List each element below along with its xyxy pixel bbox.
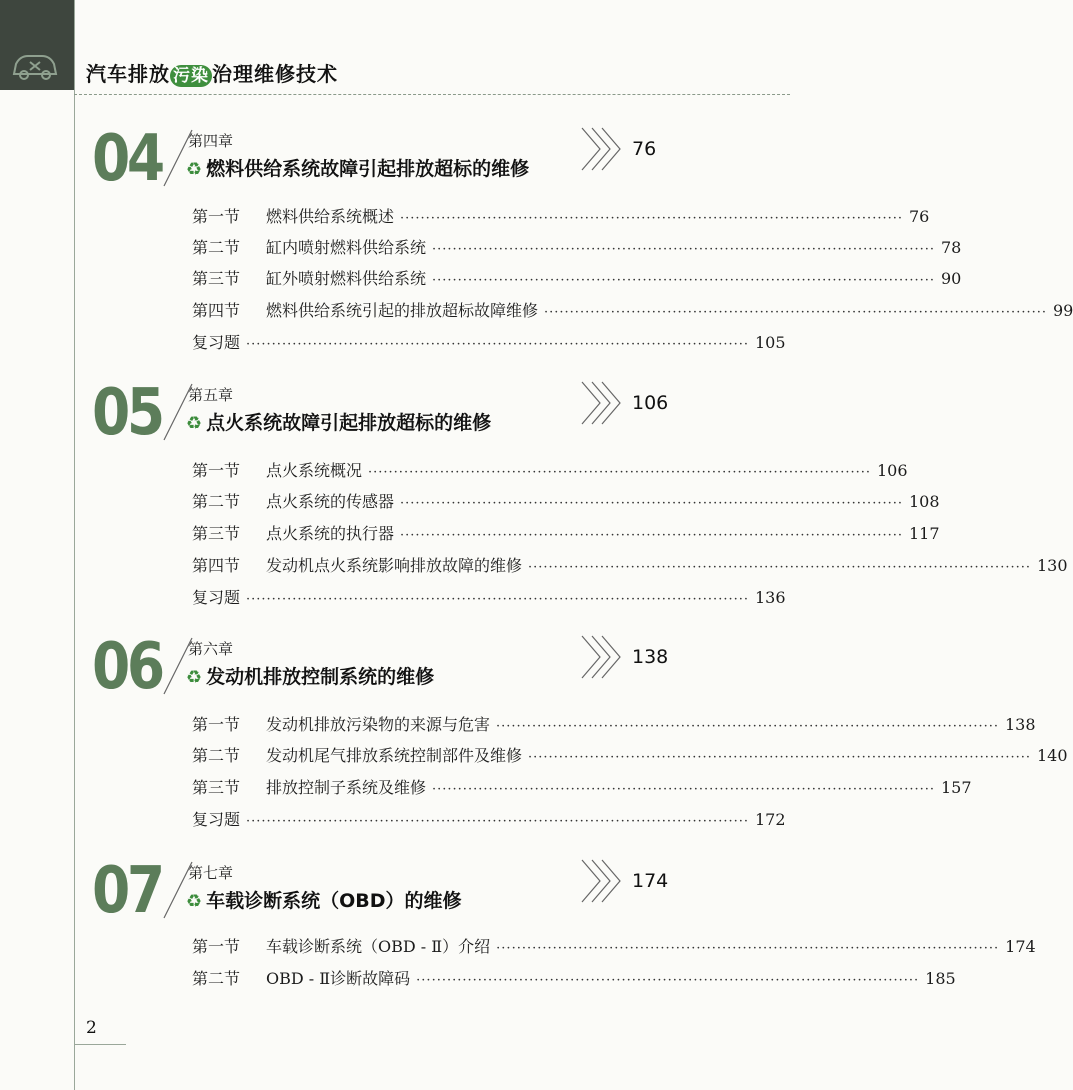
toc-row[interactable]: [192, 458, 908, 482]
section-page: 185: [925, 969, 956, 988]
recycle-icon: ♻: [186, 891, 203, 912]
toc-row[interactable]: [192, 521, 940, 545]
section-number: 第三节: [192, 269, 241, 288]
section-title: 点火系统的执行器: [266, 524, 395, 543]
chapter-title-text: 燃料供给系统故障引起排放超标的维修: [206, 158, 530, 180]
leader-dots: ··································································································: [528, 560, 1031, 575]
section-title: 发动机尾气排放系统控制部件及维修: [266, 746, 523, 765]
chevron-arrows-icon: [580, 378, 630, 428]
leader-dots: ··································································································: [528, 750, 1031, 765]
chapter-title-text: 点火系统故障引起排放超标的维修: [206, 412, 492, 434]
section-title: 点火系统的传感器: [266, 492, 395, 511]
chevron-arrows-icon: [580, 632, 630, 682]
section-page: 117: [908, 524, 940, 543]
section-title: 发动机点火系统影响排放故障的维修: [266, 556, 523, 575]
chapter-number: 05: [92, 376, 162, 450]
chapter-label: 第五章: [188, 386, 234, 404]
leader-dots: ··································································································: [368, 465, 871, 480]
leader-dots: ··································································································: [246, 337, 749, 352]
car-icon: [6, 44, 64, 84]
section-page: 78: [940, 238, 962, 257]
section-number: 复习题: [192, 588, 241, 607]
chapter-label: 第四章: [188, 132, 234, 150]
header-rule: [74, 94, 790, 95]
section-number: 第一节: [192, 937, 241, 956]
toc-row[interactable]: [192, 489, 940, 513]
chapter-title[interactable]: [186, 154, 529, 181]
toc-row[interactable]: [192, 934, 1036, 958]
section-page: 136: [754, 588, 786, 607]
chapter-title[interactable]: [186, 408, 491, 435]
section-title: 缸内喷射燃料供给系统: [266, 238, 427, 257]
section-page: 140: [1036, 746, 1068, 765]
leader-dots: ··································································································: [496, 941, 1000, 956]
leader-dots: ··································································································: [496, 719, 999, 734]
recycle-icon: ♻: [186, 413, 203, 434]
chevron-arrows-icon: [580, 124, 630, 174]
recycle-icon: ♻: [186, 159, 203, 180]
chapter-page[interactable]: 106: [632, 392, 669, 414]
chapter-label: 第七章: [188, 864, 234, 882]
section-page: 106: [876, 461, 908, 480]
section-number: 第三节: [192, 524, 241, 543]
chapter-label: 第六章: [188, 640, 234, 658]
section-number: 第二节: [192, 238, 241, 257]
chapter-title[interactable]: [186, 662, 434, 689]
page-number: 2: [86, 1018, 97, 1038]
section-title: 燃料供给系统引起的排放超标故障维修: [266, 301, 539, 320]
section-page: 99: [1052, 301, 1073, 320]
section-page: 76: [908, 207, 930, 226]
chapter-title[interactable]: [186, 886, 462, 913]
toc-row[interactable]: [192, 585, 786, 609]
section-number: 第一节: [192, 715, 241, 734]
leader-dots: ··································································································: [432, 273, 935, 288]
section-number: 第一节: [192, 461, 241, 480]
leader-dots: ··································································································: [400, 528, 903, 543]
section-number: 复习题: [192, 333, 241, 352]
section-page: 174: [1005, 937, 1036, 956]
section-title: 车载诊断系统（OBD - Ⅱ）介绍: [266, 937, 491, 956]
section-number: 复习题: [192, 810, 241, 829]
footer-rule: [74, 1044, 126, 1045]
section-title: 燃料供给系统概述: [266, 207, 395, 226]
section-page: 138: [1004, 715, 1036, 734]
book-title-before: 汽车排放: [86, 62, 170, 86]
chapter-title-text: 发动机排放控制系统的维修: [206, 666, 435, 688]
section-title: 发动机排放污染物的来源与危害: [266, 715, 491, 734]
section-number: 第四节: [192, 301, 241, 320]
toc-row[interactable]: [192, 743, 1068, 767]
chapter-number: 04: [92, 122, 162, 196]
toc-row[interactable]: [192, 553, 1068, 577]
section-page: 105: [754, 333, 786, 352]
section-number: 第二节: [192, 969, 241, 988]
section-page: 157: [940, 778, 972, 797]
leader-dots: ··································································································: [432, 242, 935, 257]
chapter-number: 07: [92, 854, 162, 928]
section-page: 172: [754, 810, 786, 829]
toc-row[interactable]: [192, 775, 972, 799]
toc-row[interactable]: [192, 966, 956, 990]
section-page: 90: [940, 269, 962, 288]
section-number: 第一节: [192, 207, 241, 226]
toc-row[interactable]: [192, 298, 1073, 322]
section-page: 130: [1036, 556, 1068, 575]
section-title: 点火系统概况: [266, 461, 363, 480]
book-title-after: 治理维修技术: [212, 62, 338, 86]
recycle-icon: ♻: [186, 667, 203, 688]
leader-dots: ··································································································: [416, 973, 920, 988]
margin-line: [74, 0, 75, 1090]
chapter-number: 06: [92, 630, 162, 704]
book-title-highlight: 污染: [170, 65, 212, 87]
chapter-title-text: 车载诊断系统（OBD）的维修: [206, 890, 462, 912]
leader-dots: ··································································································: [544, 305, 1047, 320]
book-title: [86, 58, 338, 87]
leader-dots: ··································································································: [400, 496, 903, 511]
toc-row[interactable]: [192, 266, 962, 290]
toc-row[interactable]: [192, 712, 1036, 736]
leader-dots: ··································································································: [246, 592, 749, 607]
section-number: 第四节: [192, 556, 241, 575]
header-block: [0, 0, 74, 90]
toc-row[interactable]: [192, 235, 962, 259]
section-title: OBD - Ⅱ诊断故障码: [266, 969, 411, 988]
chapter-page[interactable]: 174: [632, 870, 669, 892]
leader-dots: ··································································································: [432, 782, 935, 797]
section-number: 第二节: [192, 746, 241, 765]
section-page: 108: [908, 492, 940, 511]
section-title: 缸外喷射燃料供给系统: [266, 269, 427, 288]
section-number: 第二节: [192, 492, 241, 511]
section-title: 排放控制子系统及维修: [266, 778, 427, 797]
chevron-arrows-icon: [580, 856, 630, 906]
section-number: 第三节: [192, 778, 241, 797]
toc-row[interactable]: [192, 807, 786, 831]
chapter-page[interactable]: 138: [632, 646, 669, 668]
toc-row[interactable]: [192, 330, 786, 354]
toc-row[interactable]: [192, 204, 930, 228]
leader-dots: ··································································································: [246, 814, 749, 829]
leader-dots: ··································································································: [400, 211, 903, 226]
chapter-page[interactable]: 76: [632, 138, 657, 160]
